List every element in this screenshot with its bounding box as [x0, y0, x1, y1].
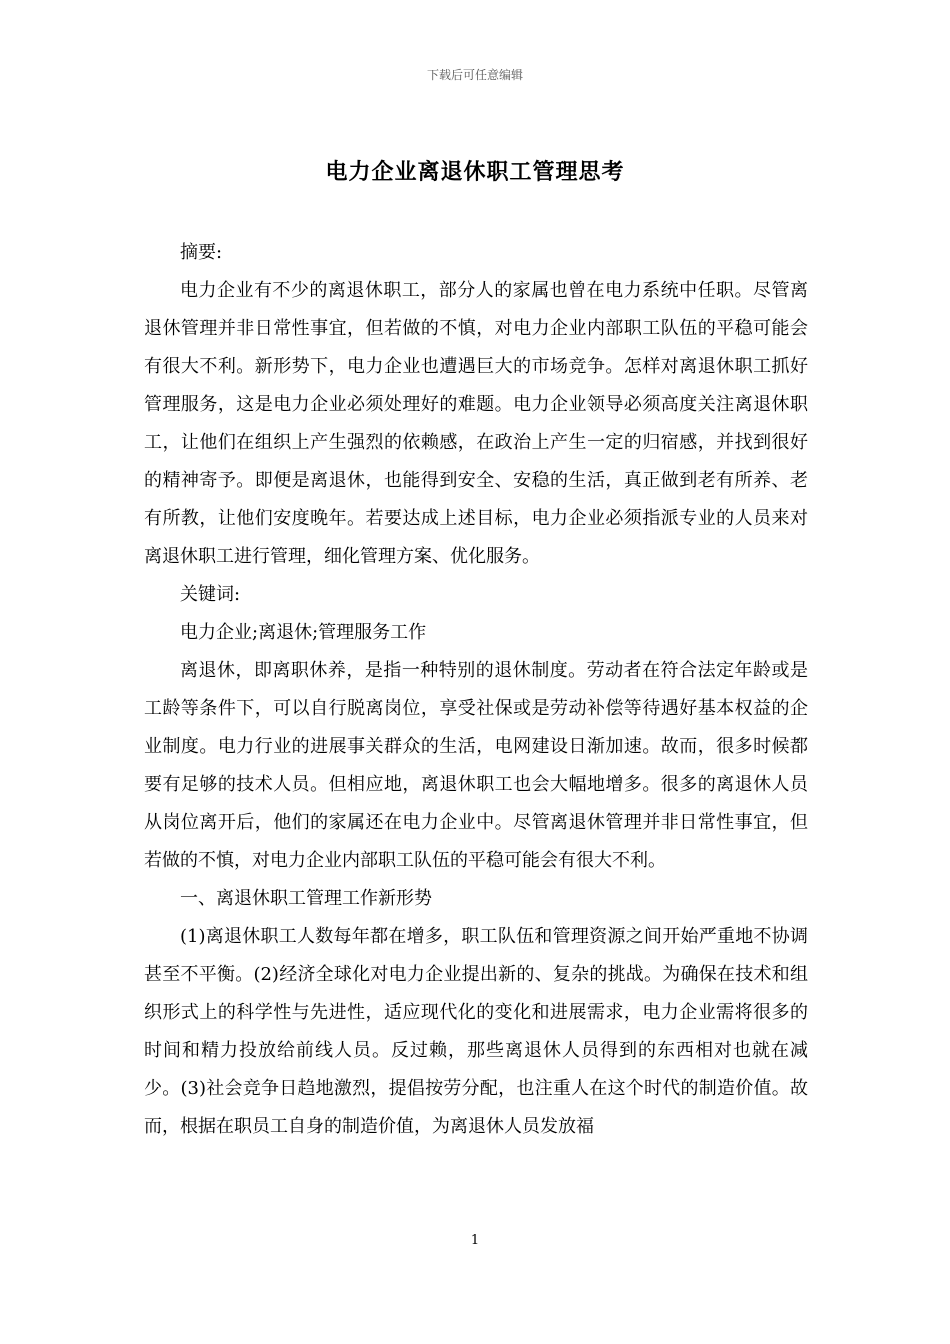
- section1-heading: 一、离退休职工管理工作新形势: [180, 888, 432, 909]
- abstract-label: 摘要:: [180, 242, 223, 263]
- page-title: 电力企业离退休职工管理思考: [325, 159, 625, 185]
- keywords-text: 电力企业;离退休;管理服务工作: [180, 622, 427, 643]
- abstract-paragraph: 电力企业有不少的离退休职工，部分人的家属也曾在电力系统中任职。尽管离退休管理并非日常性事宜，但若做的不慎，对电力企业内部职工队伍的平稳可能会有很大不利。新形势下，电力企业也遭遇巨大的市场竞争。怎样对离退休职工抓好管理服务，这是电力企业必须处理好的难题。电力企业领导必须高度关注离退休职工，让他们在组织上产生强烈的依赖感，在政治上产生一定的归宿感，并找到很好的精神寄予。即便是离退休，也能得到安全、安稳的生活，真正做到老有所养、老有所教，让他们安度晚年。若要达成上述目标，电力企业必须指派专业的人员来对离退休职工进行管理，细化管理方案、优化服务。: [144, 280, 808, 567]
- keywords-label: 关键词:: [180, 584, 241, 605]
- header-note: 下载后可任意编辑: [426, 68, 523, 82]
- document-body: [144, 234, 808, 1146]
- section1-paragraph: (1)离退休职工人数每年都在增多，职工队伍和管理资源之间开始严重地不协调甚至不平衡。(2)经济全球化对电力企业提出新的、复杂的挑战。为确保在技术和组织形式上的科学性与先进性，适应现代化的变化和进展需求，电力企业需将很多的时间和精力投放给前线人员。反过赖，那些离退休人员得到的东西相对也就在减少。(3)社会竞争日趋地激烈，提倡按劳分配，也注重人在这个时代的制造价值。故而，根据在职员工自身的制造价值，为离退休人员发放福: [144, 926, 808, 1137]
- page-number: 1: [470, 1233, 480, 1248]
- intro-paragraph: 离退休，即离职休养，是指一种特别的退休制度。劳动者在符合法定年龄或是工龄等条件下，可以自行脱离岗位，享受社保或是劳动补偿等待遇好基本权益的企业制度。电力行业的进展事关群众的生活，电网建设日渐加速。故而，很多时候都要有足够的技术人员。但相应地，离退休职工也会大幅地增多。很多的离退休人员从岗位离开后，他们的家属还在电力企业中。尽管离退休管理并非日常性事宜，但若做的不慎，对电力企业内部职工队伍的平稳可能会有很大不利。: [144, 660, 808, 871]
